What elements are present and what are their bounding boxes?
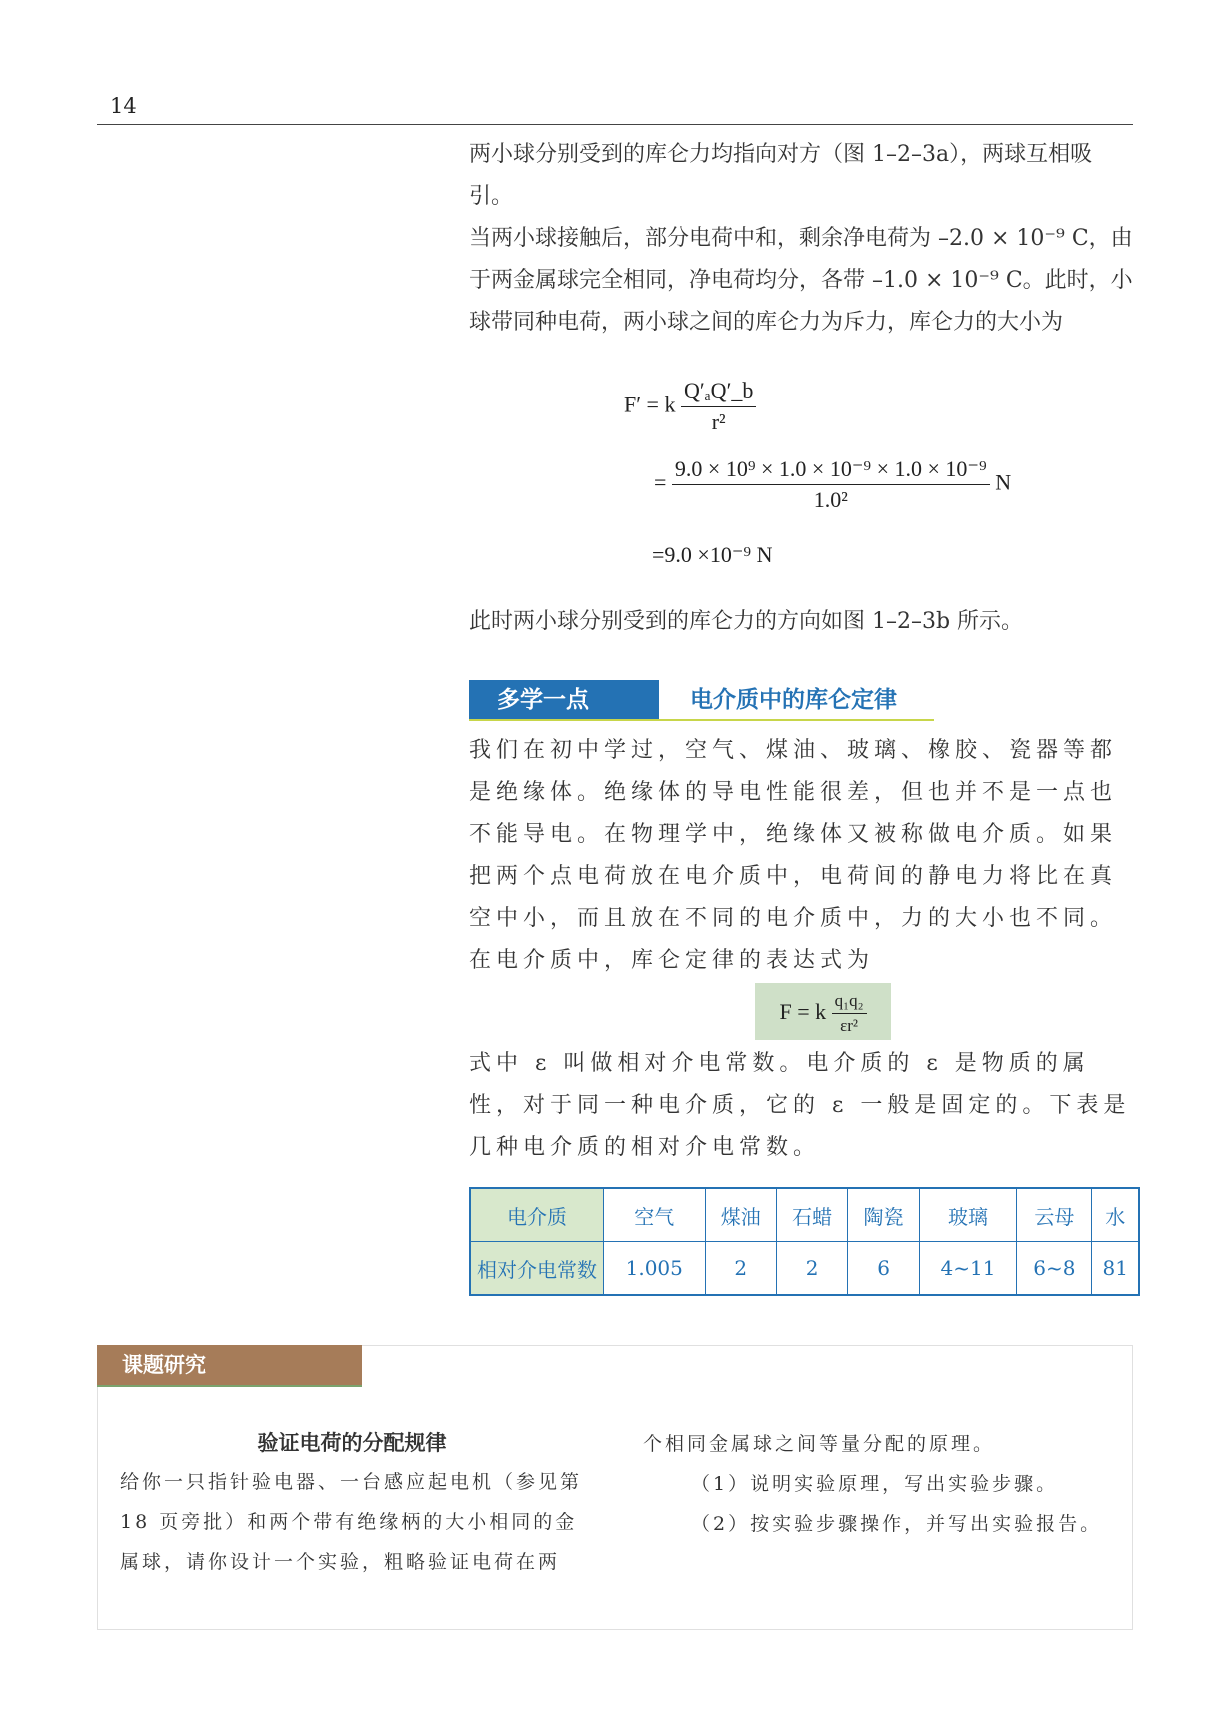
task-tag: 课题研究 (97, 1345, 362, 1385)
equation-line-3: =9.0 ×10⁻⁹ N (652, 542, 773, 567)
equation-2-numerator: 9.0 × 10⁹ × 1.0 × 10⁻⁹ × 1.0 × 10⁻⁹ (672, 456, 990, 485)
table-cell: 2 (705, 1242, 776, 1296)
paragraph-attraction: 两小球分别受到的库仑力均指向对方（图 1–2–3a），两球互相吸引。 (469, 142, 1093, 209)
paragraph-contact: 当两小球接触后，部分电荷中和，剩余净电荷为 –2.0 × 10⁻⁹ C，由于两金属球完全相同，净电荷均分，各带 –1.0 × 10⁻⁹ C。此时，小球带同种电荷，两小球之间的库仑力为斥力，库仑力的大小为 (469, 226, 1133, 335)
task-text-continued: 个相同金属球之间等量分配的原理。 (643, 1433, 996, 1455)
table-column-header: 煤油 (705, 1188, 776, 1242)
sidebar-text-intro: 我们在初中学过，空气、煤油、玻璃、橡胶、瓷器等都是绝缘体。绝缘体的导电性能很差，但也并不是一点也不能导电。在物理学中，绝缘体又被称做电介质。如果把两个点电荷放在电介质中，电荷间的静电力将比在真空中小，而且放在不同的电介质中，力的大小也不同。在电介质中，库仑定律的表达式为 (469, 738, 1118, 973)
table-row (470, 1242, 1139, 1296)
dielectric-table (469, 1187, 1140, 1296)
page-number: 14 (110, 94, 137, 118)
sidebar-tag: 多学一点 (469, 680, 659, 720)
table-column-header: 玻璃 (919, 1188, 1016, 1242)
formula-lhs: F = k (779, 999, 827, 1024)
sidebar-rule (469, 719, 934, 721)
equation-1-numerator: Q′ₐQ′_b (681, 378, 756, 407)
task-step-2: （2）按实验步骤操作，并写出实验报告。 (691, 1513, 1103, 1535)
table-column-header: 空气 (604, 1188, 706, 1242)
equation-2-prefix: = (654, 469, 667, 495)
task-title: 验证电荷的分配规律 (257, 1431, 447, 1455)
table-cell: 6 (848, 1242, 919, 1296)
equation-1-fraction (681, 378, 756, 435)
formula-fraction (832, 991, 867, 1036)
equation-1-lhs: F′ = k (624, 391, 676, 417)
table-column-header: 石蜡 (776, 1188, 847, 1242)
coulomb-dielectric-formula (755, 983, 891, 1040)
equation-2-fraction (672, 456, 990, 513)
table-column-header: 陶瓷 (848, 1188, 919, 1242)
formula-denominator: εr² (840, 1016, 859, 1036)
equation-1-denominator: r² (711, 409, 726, 434)
table-column-header: 云母 (1017, 1188, 1092, 1242)
table-row (470, 1188, 1139, 1242)
table-column-header: 水 (1092, 1188, 1139, 1242)
equation-2-denominator: 1.0² (813, 487, 848, 512)
equation-line-1 (624, 378, 756, 435)
equation-line-2 (654, 456, 1011, 513)
table-cell: 2 (776, 1242, 847, 1296)
table-cell: 81 (1092, 1242, 1139, 1296)
sidebar-text-epsilon: 式中 ε 叫做相对介电常数。电介质的 ε 是物质的属性，对于同一种电介质，它的 ε 一般是固定的。下表是几种电介质的相对介电常数。 (469, 1051, 1131, 1160)
sidebar-title: 电介质中的库仑定律 (690, 687, 897, 713)
formula-numerator: q₁q₂ (832, 991, 867, 1014)
task-step-1: （1）说明实验原理，写出实验步骤。 (691, 1473, 1059, 1495)
table-cell: 6~8 (1017, 1242, 1092, 1296)
table-header-cell: 电介质 (470, 1188, 604, 1242)
table-cell: 1.005 (604, 1242, 706, 1296)
equation-2-unit: N (995, 469, 1012, 495)
task-text-left: 给你一只指针验电器、一台感应起电机（参见第 18 页旁批）和两个带有绝缘柄的大小相同的金属球，请你设计一个实验，粗略验证电荷在两 (120, 1471, 583, 1573)
task-tag-rule (97, 1385, 362, 1387)
header-rule (97, 124, 1133, 125)
task-text-right (643, 1424, 1123, 1544)
paragraph-direction: 此时两小球分别受到的库仑力的方向如图 1–2–3b 所示。 (469, 609, 1024, 634)
table-cell: 4~11 (919, 1242, 1016, 1296)
table-row-header: 相对介电常数 (470, 1242, 604, 1296)
